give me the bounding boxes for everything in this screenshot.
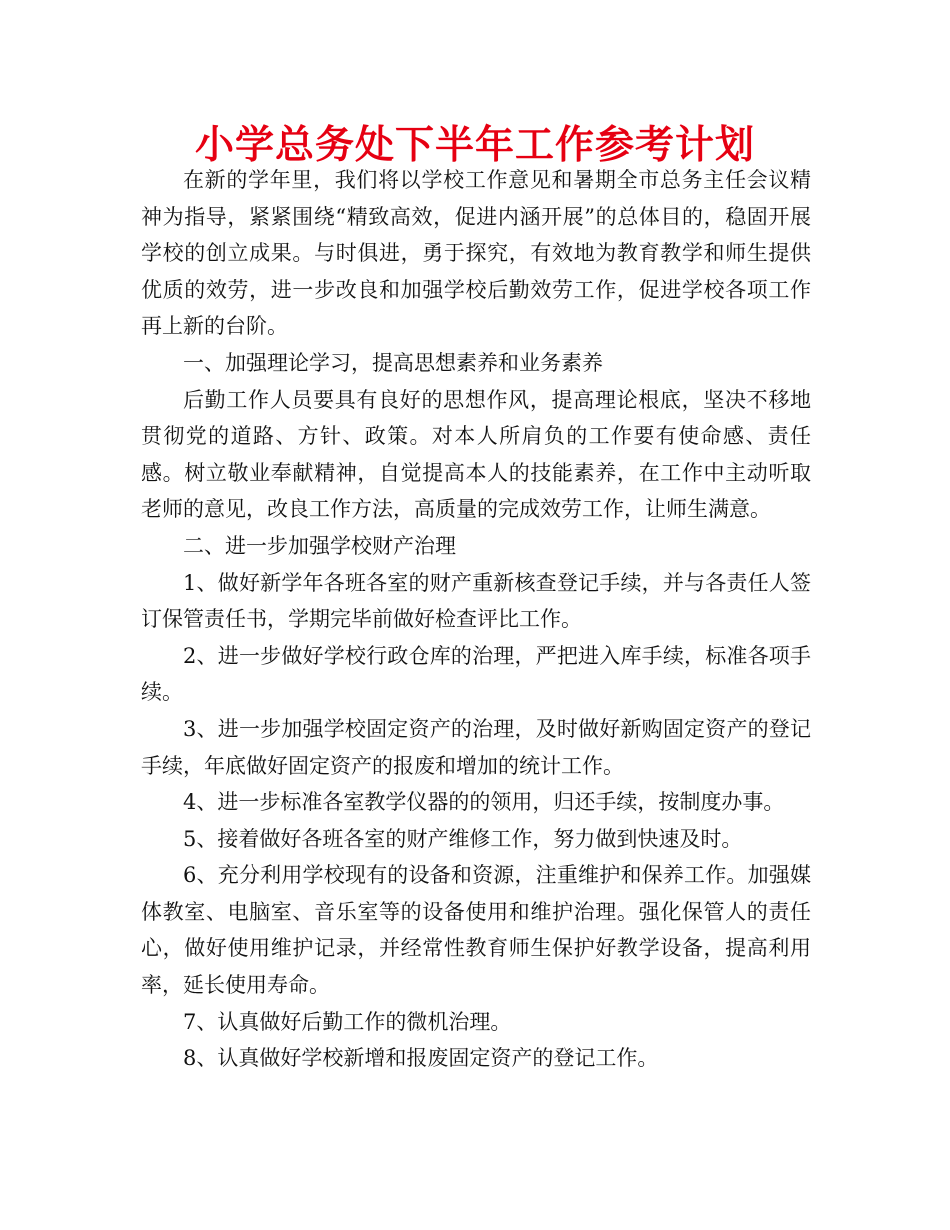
section-1-paragraph: 后勤工作人员要具有良好的思想作风，提高理论根底，坚决不移地贯彻党的道路、方针、政策。对本人所肩负的工作要有使命感、责任感。树立敬业奉献精神，自觉提高本人的技能素养，在工作中主动听取老师的意见，改良工作方法，高质量的完成效劳工作，让师生满意。	[141, 387, 811, 522]
list-item-3: 3、进一步加强学校固定资产的治理，及时做好新购固定资产的登记手续，年底做好固定资产的报废和增加的统计工作。	[141, 716, 811, 778]
intro-paragraph: 在新的学年里，我们将以学校工作意见和暑期全市总务主任会议精神为指导，紧紧围绕“精致高效，促进内涵开展”的总体目的，稳固开展学校的创立成果。与时俱进，勇于探究，有效地为教育教学和师生提供优质的效劳，进一步改良和加强学校后勤效劳工作，促进学校各项工作再上新的台阶。	[141, 168, 811, 339]
document-body	[141, 162, 811, 1077]
list-item-4: 4、进一步标准各室教学仪器的的领用，归还手续，按制度办事。	[183, 790, 785, 815]
list-item-5: 5、接着做好各班各室的财产维修工作，努力做到快速及时。	[183, 826, 743, 851]
section-heading-2: 二、进一步加强学校财产治理	[183, 533, 456, 558]
list-item-2: 2、进一步做好学校行政仓库的治理，严把进入库手续，标准各项手续。	[141, 643, 811, 705]
list-item-7: 7、认真做好后勤工作的微机治理。	[183, 1009, 512, 1034]
list-item-8: 8、认真做好学校新增和报废固定资产的登记工作。	[183, 1046, 659, 1071]
list-item-1: 1、做好新学年各班各室的财产重新核查登记手续，并与各责任人签订保管责任书，学期完毕前做好检查评比工作。	[141, 570, 811, 632]
section-heading-1: 一、加强理论学习，提高思想素养和业务素养	[183, 350, 603, 375]
list-item-6: 6、充分利用学校现有的设备和资源，注重维护和保养工作。加强媒体教室、电脑室、音乐室等的设备使用和维护治理。强化保管人的责任心，做好使用维护记录，并经常性教育师生保护好教学设备，提高利用率，延长使用寿命。	[141, 863, 811, 998]
document-title: 小学总务处下半年工作参考计划	[194, 123, 755, 168]
